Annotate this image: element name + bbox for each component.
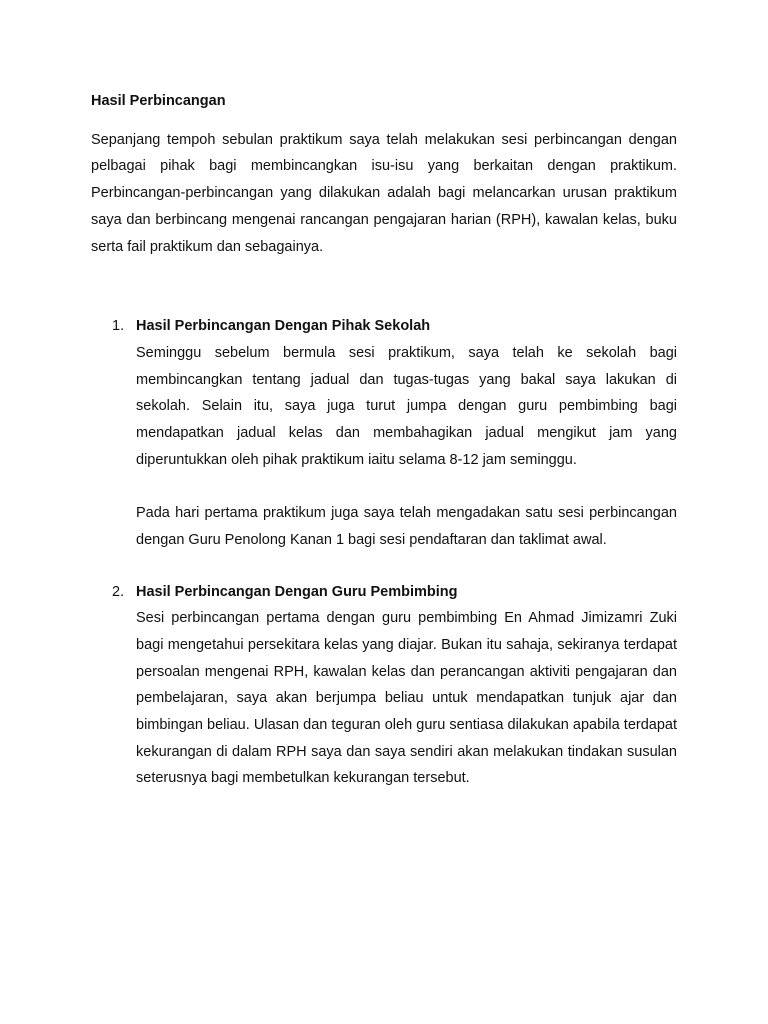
- section-paragraph: Seminggu sebelum bermula sesi praktikum, saya telah ke sekolah bagi membincangkan tentang jadual dan tugas-tugas yang bakal saya lakukan di sekolah. Selain itu, saya juga turut jumpa dengan guru pembimbing bagi mendapatkan jadual kelas dan membahagikan jadual mengikut jam yang diperuntukkan oleh pihak praktikum iaitu selama 8-12 jam seminggu.: [136, 344, 677, 468]
- section-pihak-sekolah: [91, 313, 677, 553]
- section-paragraph: Sesi perbincangan pertama dengan guru pembimbing En Ahmad Jimizamri Zuki bagi mengetahui persekitara kelas yang diajar. Bukan itu sahaja, sekiranya terdapat persoalan mengenai RPH, kawalan kelas dan perancangan aktiviti pengajaran dan pembelajaran, saya akan berjumpa beliau untuk mendapatkan tunjuk ajar dan bimbingan beliau. Ulasan dan teguran oleh guru sentiasa dilakukan apabila terdapat kekurangan di dalam RPH saya dan saya sendiri akan melakukan tindakan susulan seterusnya bagi membetulkan kekurangan tersebut.: [136, 610, 677, 787]
- intro-paragraph: Sepanjang tempoh sebulan praktikum saya telah melakukan sesi perbincangan dengan pelbagai pihak bagi membincangkan isu-isu yang berkaitan dengan praktikum. Perbincangan-perbincangan yang dilakukan adalah bagi melancarkan urusan praktikum saya dan berbincang mengenai rancangan pengajaran harian (RPH), kawalan kelas, buku serta fail praktikum dan sebagainya.: [91, 131, 677, 255]
- section-number: 1.: [112, 318, 125, 335]
- document-heading: Hasil Perbincangan: [91, 93, 226, 109]
- section-number: 2.: [112, 583, 125, 600]
- section-guru-pembimbing: [91, 579, 677, 793]
- document-page: [91, 88, 677, 792]
- section-title: Hasil Perbincangan Dengan Pihak Sekolah: [136, 318, 431, 335]
- section-paragraph: Pada hari pertama praktikum juga saya telah mengadakan satu sesi perbincangan dengan Guru Penolong Kanan 1 bagi sesi pendaftaran dan taklimat awal.: [136, 505, 677, 548]
- section-title: Hasil Perbincangan Dengan Guru Pembimbing: [136, 583, 458, 600]
